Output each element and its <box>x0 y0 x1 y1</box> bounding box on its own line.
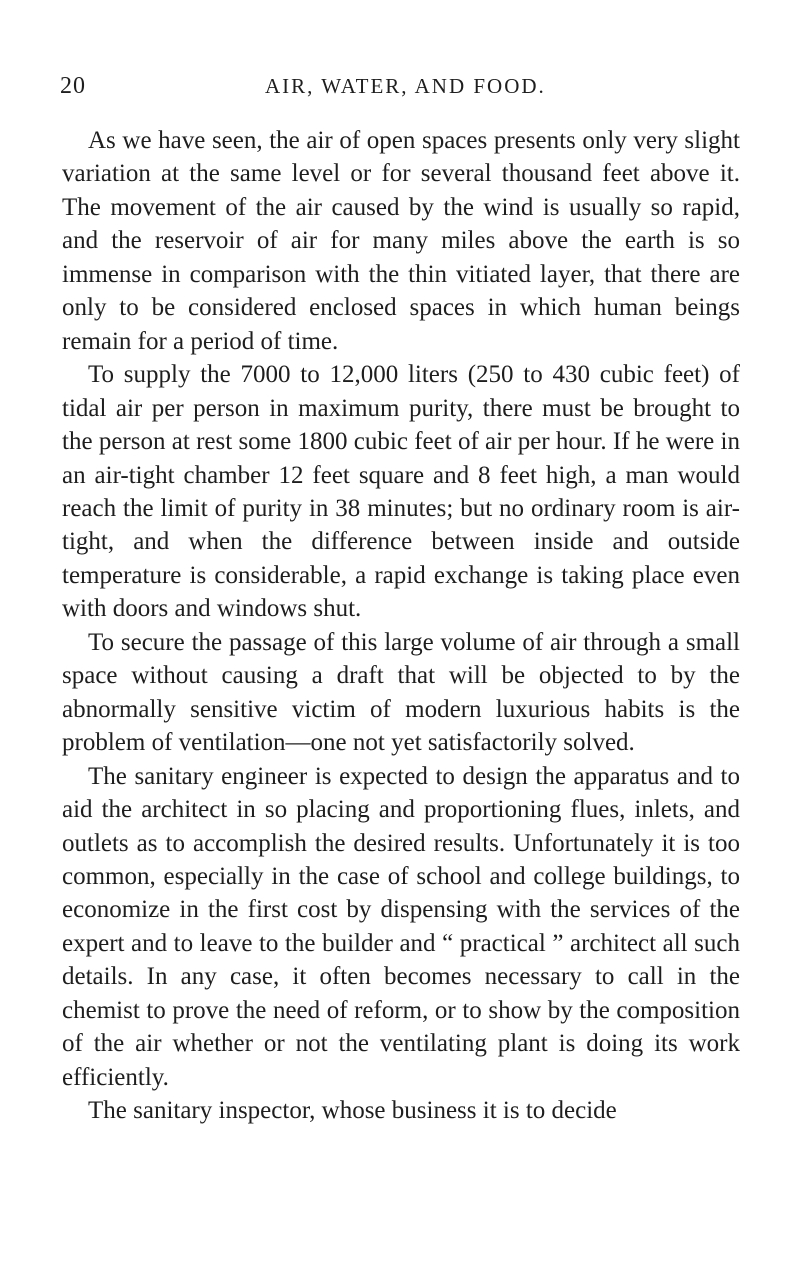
paragraph: To supply the 7000 to 12,000 liters (250 to 430 cubic feet) of tidal air per person in maximum purity, there must be brought to the person at rest some 1800 cubic feet of air per hour. If he were in an air-tight chamber 12 feet square and 8 feet high, a man would reach the limit of purity in 38 minutes; but no ordinary room is air-tight, and when the difference between inside and outside temperature is considerable, a rapid exchange is taking place even with doors and windows shut. <box>62 361 740 623</box>
paragraph: The sanitary inspector, whose business it is to decide <box>88 1097 617 1125</box>
body-text <box>62 124 740 1128</box>
page-header <box>60 73 740 113</box>
paragraph: As we have seen, the air of open spaces presents only very slight variation at the same level or for several thousand feet above it. The movement of the air caused by the wind is usually so rapid, and the reservoir of air for many miles above the earth is so immense in comparison with the thin vitiated layer, that there are only to be considered enclosed spaces in which human beings remain for a period of time. <box>62 127 740 355</box>
paragraph: The sanitary engineer is expected to design the apparatus and to aid the architect in so placing and proportioning flues, inlets, and outlets as to accomplish the desired results. Unfortunately it is too common, especially in the case of school and college buildings, to economize in the first cost by dispensing with the services of the expert and to leave to the builder and “ practical ” architect all such details. In any case, it often becomes necessary to call in the chemist to prove the need of reform, or to show by the composition of the air whether or not the ventilating plant is doing its work efficiently. <box>62 762 740 1091</box>
paragraph: To secure the passage of this large volume of air through a small space without causing a draft that will be objected to by the abnormally sensitive victim of modern luxurious habits is the problem of ventilation—one not yet satisfactorily solved. <box>62 628 740 757</box>
running-head: AIR, WATER, AND FOOD. <box>265 74 546 98</box>
page-number: 20 <box>60 73 86 99</box>
